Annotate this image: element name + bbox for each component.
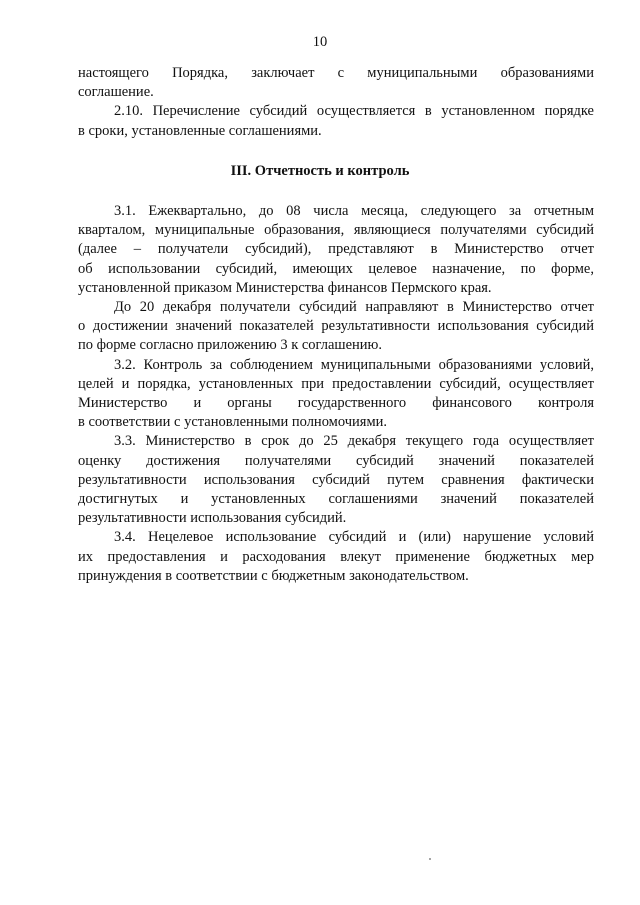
- text-line: оценку достижения получателями субсидий значений показателей: [78, 452, 594, 469]
- page-number: 10: [312, 34, 328, 50]
- paragraph-3-2: 3.2. Контроль за соблюдением муниципальными образованиями условий,: [114, 356, 594, 373]
- section-2-continuation: [78, 64, 594, 141]
- text-line: об использовании субсидий, имеющих целевое назначение, по форме,: [78, 260, 594, 277]
- text-line: принуждения в соответствии с бюджетным законодательством.: [78, 567, 469, 584]
- text-line: их предоставления и расходования влекут применение бюджетных мер: [78, 548, 594, 565]
- text-line: Министерство и органы государственного финансового контроля: [78, 395, 594, 412]
- paragraph-3-3: 3.3. Министерство в срок до 25 декабря текущего года осуществляет: [114, 433, 594, 450]
- section-3-body: [78, 202, 594, 586]
- text-line: настоящего Порядка, заключает с муниципальными образованиями: [78, 65, 594, 81]
- text-line: установленной приказом Министерства финансов Пермского края.: [78, 279, 492, 296]
- text-line: достигнутых и установленных соглашениями значений показателей: [78, 491, 594, 508]
- text-line: о достижении значений показателей результативности использования субсидий: [78, 318, 594, 335]
- text-line: результативности использования субсидий.: [78, 510, 347, 527]
- text-line: соглашение.: [78, 84, 154, 101]
- text-line: в соответствии с установленными полномочиями.: [78, 414, 388, 431]
- paragraph-3-1: 3.1. Ежеквартально, до 08 числа месяца, следующего за отчетным: [114, 203, 594, 219]
- paragraph-3-1-second: До 20 декабря получатели субсидий направляют в Министерство отчет: [114, 299, 594, 316]
- paragraph-2-10: 2.10. Перечисление субсидий осуществляется в установленном порядке: [114, 103, 594, 120]
- text-line: по форме согласно приложению 3 к соглашению.: [78, 337, 383, 354]
- paragraph-3-4: 3.4. Нецелевое использование субсидий и (или) нарушение условий: [114, 529, 594, 546]
- section-heading: III. Отчетность и контроль: [230, 163, 410, 179]
- text-line: результативности использования субсидий путем сравнения фактически: [78, 471, 594, 488]
- text-line: целей и порядка, установленных при предоставлении субсидий, осуществляет: [78, 375, 594, 392]
- text-line: в сроки, установленные соглашениями.: [78, 122, 322, 139]
- text-line: кварталом, муниципальные образования, являющиеся получателями субсидий: [78, 222, 594, 239]
- scan-speck: [429, 858, 431, 860]
- text-line: (далее – получатели субсидий), представляют в Министерство отчет: [78, 241, 594, 258]
